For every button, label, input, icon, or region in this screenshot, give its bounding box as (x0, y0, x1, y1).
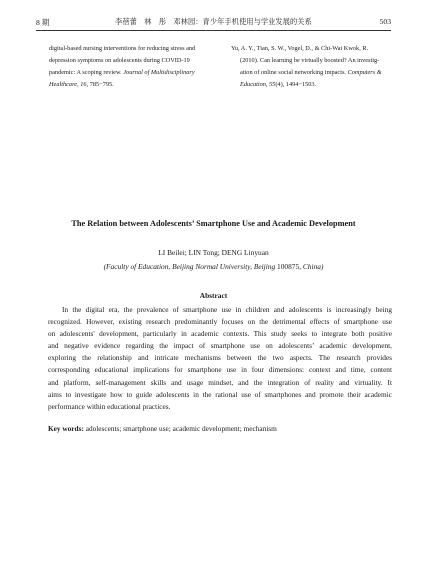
reference-column-left (40, 43, 215, 91)
abstract-body (48, 304, 392, 413)
abstract-line: and negative evidence regarding the impact of smartphone use on adolescents’ academic development, (48, 341, 392, 351)
reference-line: Yu, A. Y., Tian, S. W., Vogel, D., & Chi-Wai Kwok, R. (231, 45, 369, 52)
abstract-heading: Abstract (199, 291, 228, 300)
running-title: 李蓓蕾 林 彤 邓林园：青少年手机使用与学业发展的关系 (115, 17, 312, 26)
reference-column-right (231, 43, 391, 91)
abstract-line: on adolescents' development, particularly in academic contexts. This study seeks to integrate both positive (48, 329, 392, 339)
header-rule (36, 30, 391, 31)
abstract-line: corresponding educational implications for smartphone use in four dimensions: context and time, content (48, 365, 392, 375)
article-title: The Relation between Adolescents’ Smartphone Use and Academic Development (71, 219, 356, 228)
reference-line: ation of online social networking impacts. Computers & (240, 69, 382, 76)
abstract-line: aims to investigate how to guide adolescents in the rational use of smartphones and promote their academic (48, 389, 392, 399)
abstract-line: In the digital era, the prevalence of smartphone use in children and adolescents is increasingly being (62, 305, 392, 314)
issue-number: 8 期 (36, 18, 50, 27)
page-number: 503 (379, 17, 391, 26)
keywords-list: adolescents; smartphone use; academic development; mechanism (83, 424, 277, 433)
abstract-line: performance within educational practices. (48, 401, 171, 411)
keywords (48, 424, 392, 433)
abstract-line: and platform, self-management skills and usage mindset, and the integration of reality and virtuality. It (48, 377, 392, 387)
keywords-label: Key words: (48, 424, 84, 433)
reference-line: (2010). Can learning be virtually boosted? An investig- (240, 57, 380, 64)
abstract-line: recognized. However, existing research predominantly focuses on the detrimental effects of smartphone use (48, 317, 392, 327)
reference-line: pandemic: A scoping review. Journal of Multidisciplinary (49, 69, 195, 76)
reference-line: digital-based nursing interventions for reducing stress and (49, 45, 196, 52)
reference-line: depression symptoms on adolescents during COVID-19 (49, 57, 190, 64)
reference-line: Healthcare, 16, 785−795. (49, 81, 114, 88)
reference-line: Education, 55(4), 1494−1503. (240, 81, 317, 88)
article-authors: LI Beilei; LIN Tong; DENG Linyuan (158, 248, 269, 257)
author-affiliation: (Faculty of Education, Beijing Normal University, Beijing 100875, China) (103, 262, 324, 271)
page-header (36, 15, 391, 29)
abstract-line: exploring the relationship and intricate mechanisms between the two aspects. The research provides (48, 353, 392, 363)
